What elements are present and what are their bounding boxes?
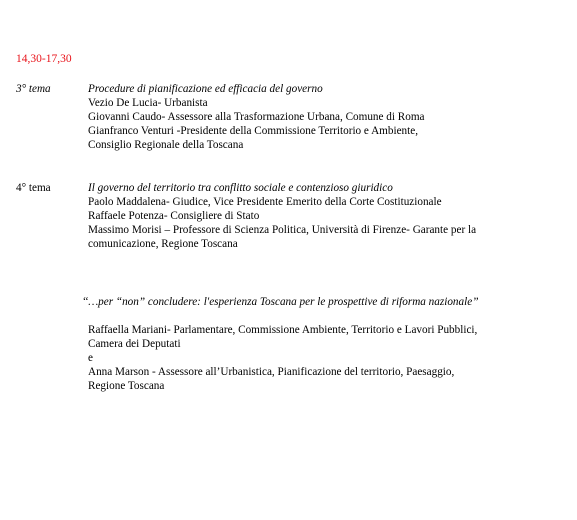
conclusion-speaker-line: Camera dei Deputati — [88, 338, 181, 350]
tema4-title: Il governo del territorio tra conflitto sociale e contenzioso giuridico — [88, 182, 393, 194]
tema3-title: Procedure di pianificazione ed efficacia del governo — [88, 83, 323, 95]
conclusion-speakers — [88, 323, 477, 393]
tema4-speaker-line: comunicazione, Regione Toscana — [88, 238, 238, 250]
conclusion-speaker-line: Raffaella Mariani- Parlamentare, Commissione Ambiente, Territorio e Lavori Pubblici, — [88, 324, 478, 336]
tema4-speaker-line: Raffaele Potenza- Consigliere di Stato — [88, 210, 260, 222]
conclusion-speaker-line: Regione Toscana — [88, 380, 165, 392]
tema3-speaker-line: Vezio De Lucia- Urbanista — [88, 97, 208, 109]
tema4-label: 4° tema — [16, 182, 51, 194]
conclusion-title: ‘‘…per “non” concludere: l'esperienza Toscana per le prospettive di riforma nazionale’’ — [82, 296, 479, 308]
tema4-speaker-line: Massimo Morisi – Professore di Scienza Politica, Università di Firenze- Garante per la — [88, 224, 477, 236]
tema3-speaker-line: Consiglio Regionale della Toscana — [88, 139, 244, 151]
tema3-speaker-line: Gianfranco Venturi -Presidente della Commissione Territorio e Ambiente, — [88, 125, 418, 137]
conclusion-speaker-line: Anna Marson - Assessore all’Urbanistica, Pianificazione del territorio, Paesaggio, — [88, 366, 455, 378]
tema3-speaker-line: Giovanni Caudo- Assessore alla Trasformazione Urbana, Comune di Roma — [88, 111, 425, 123]
tema4-speaker-line: Paolo Maddalena- Giudice, Vice Presidente Emerito della Corte Costituzionale — [88, 196, 442, 208]
session-time: 14,30-17,30 — [16, 53, 72, 65]
tema3-label: 3° tema — [16, 83, 51, 95]
tema3-speakers — [88, 96, 425, 152]
tema4-speakers — [88, 195, 476, 251]
conclusion-speaker-line: e — [88, 352, 93, 364]
